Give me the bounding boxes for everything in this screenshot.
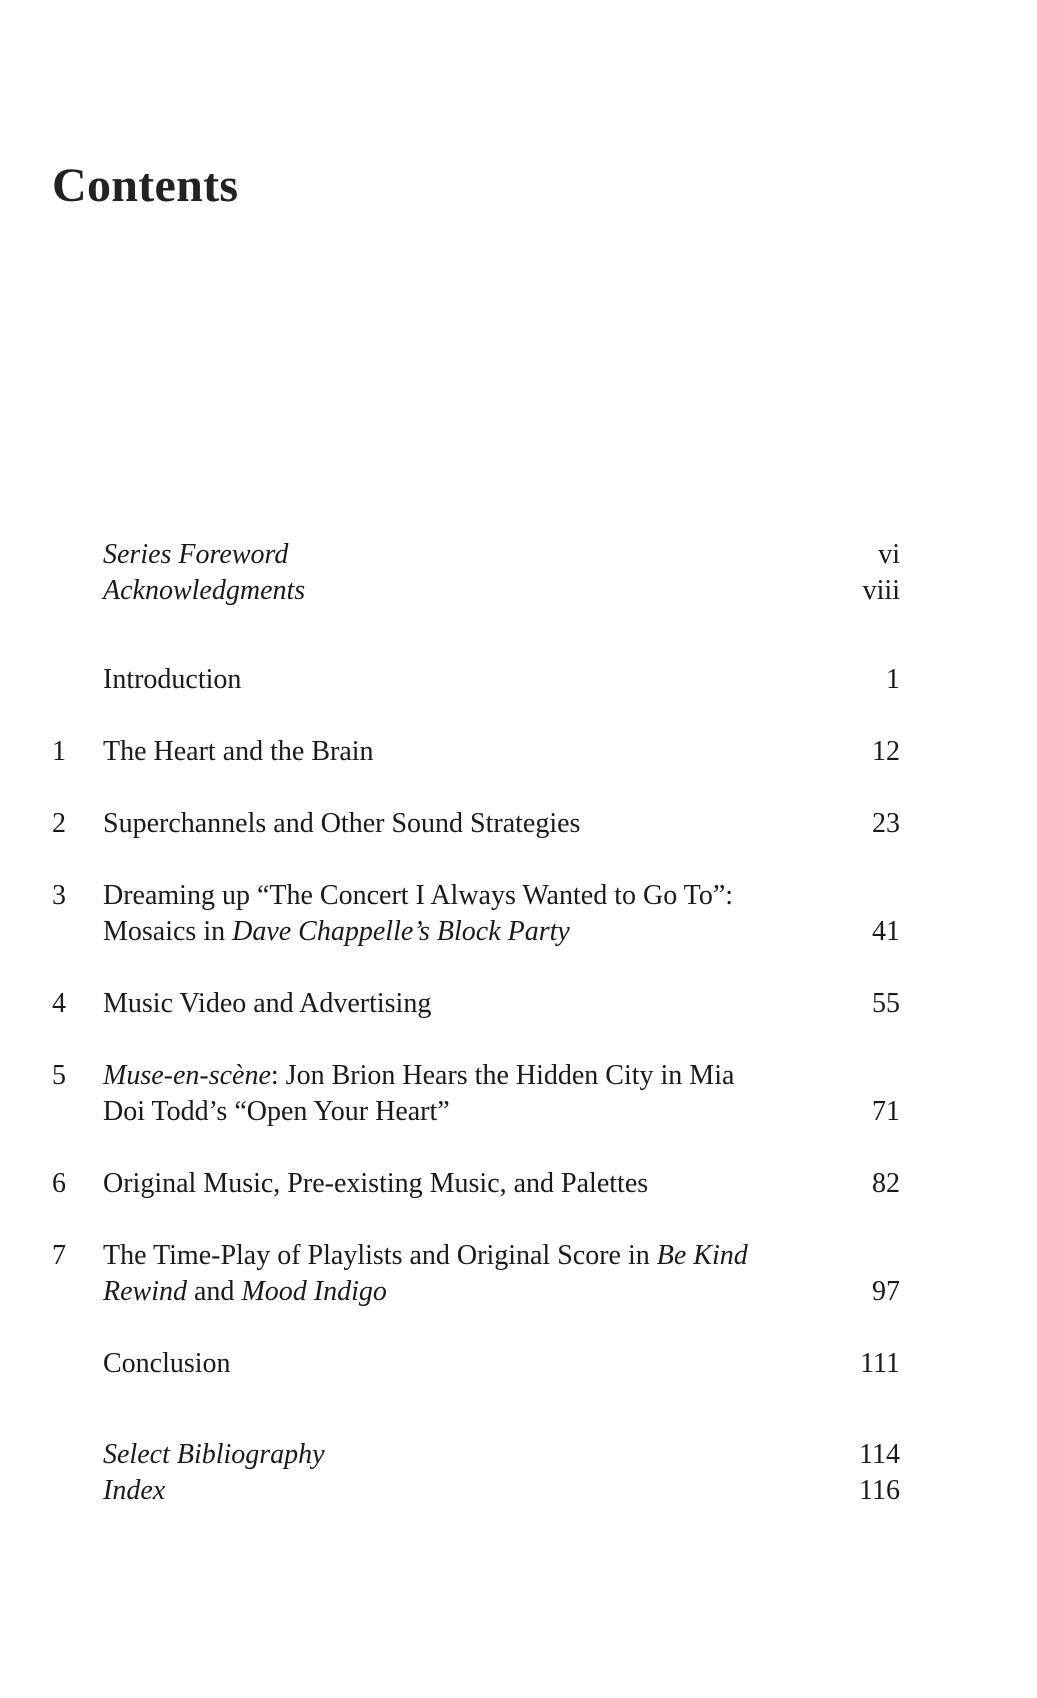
toc-entry-chapter-1[interactable] [0, 734, 1037, 770]
toc-entry-page: 111 [860, 1348, 900, 1379]
toc-entry-title: Dreaming up “The Concert I Always Wanted to Go To”: Mosaics in Dave Chappelle’s Block Party [103, 880, 734, 947]
toc-entry-page: 41 [872, 916, 900, 947]
toc-entry-page: 55 [872, 988, 900, 1019]
toc-entry-introduction[interactable] [0, 662, 1037, 698]
chapter-number: 3 [52, 880, 66, 911]
toc-entry-page: 1 [886, 664, 900, 695]
toc-entry-index[interactable] [0, 1473, 1037, 1509]
chapter-number: 7 [52, 1240, 66, 1271]
toc-entry-page: 114 [859, 1439, 900, 1470]
toc-entry-title: Series Foreword [103, 539, 289, 570]
toc-entry-page: 12 [872, 736, 900, 767]
toc-entry-title: Acknowledgments [103, 575, 306, 606]
toc-entry-page: 71 [872, 1096, 900, 1127]
toc-entry-conclusion[interactable] [0, 1346, 1037, 1382]
toc-entry-page: 82 [872, 1168, 900, 1199]
toc-entry-title: Original Music, Pre-existing Music, and Palettes [103, 1168, 649, 1199]
toc-entry-title: Superchannels and Other Sound Strategies [103, 808, 581, 839]
toc-entry-title: The Heart and the Brain [103, 736, 374, 767]
toc-entry-chapter-3[interactable] [0, 878, 1037, 950]
toc-entry-title: Introduction [103, 664, 242, 695]
chapter-number: 5 [52, 1060, 66, 1091]
toc-entry-acknowledgments[interactable] [0, 573, 1037, 609]
toc-entry-page: 116 [859, 1475, 900, 1506]
toc-entry-title: Index [103, 1475, 166, 1506]
toc-entry-chapter-6[interactable] [0, 1166, 1037, 1202]
toc-entry-title: Muse-en-scène: Jon Brion Hears the Hidden City in Mia Doi Todd’s “Open Your Heart” [103, 1060, 735, 1127]
toc-entry-series-foreword[interactable] [0, 537, 1037, 573]
chapter-number: 2 [52, 808, 66, 839]
toc-entry-chapter-5[interactable] [0, 1058, 1037, 1130]
toc-entry-title: The Time-Play of Playlists and Original Score in Be Kind Rewind and Mood Indigo [103, 1240, 748, 1307]
toc-entry-title: Music Video and Advertising [103, 988, 432, 1019]
toc-entry-chapter-7[interactable] [0, 1238, 1037, 1310]
toc-entry-page: 23 [872, 808, 900, 839]
toc-entry-chapter-2[interactable] [0, 806, 1037, 842]
toc-entry-select-bibliography[interactable] [0, 1437, 1037, 1473]
page-title: Contents [52, 159, 239, 212]
chapter-number: 6 [52, 1168, 66, 1199]
chapter-number: 1 [52, 736, 66, 767]
toc-entry-chapter-4[interactable] [0, 986, 1037, 1022]
toc-entry-page: viii [862, 575, 900, 606]
chapter-number: 4 [52, 988, 66, 1019]
toc-entry-title: Select Bibliography [103, 1439, 325, 1470]
toc-entry-title: Conclusion [103, 1348, 231, 1379]
toc-entry-page: 97 [872, 1276, 900, 1307]
toc-entry-page: vi [878, 539, 900, 570]
